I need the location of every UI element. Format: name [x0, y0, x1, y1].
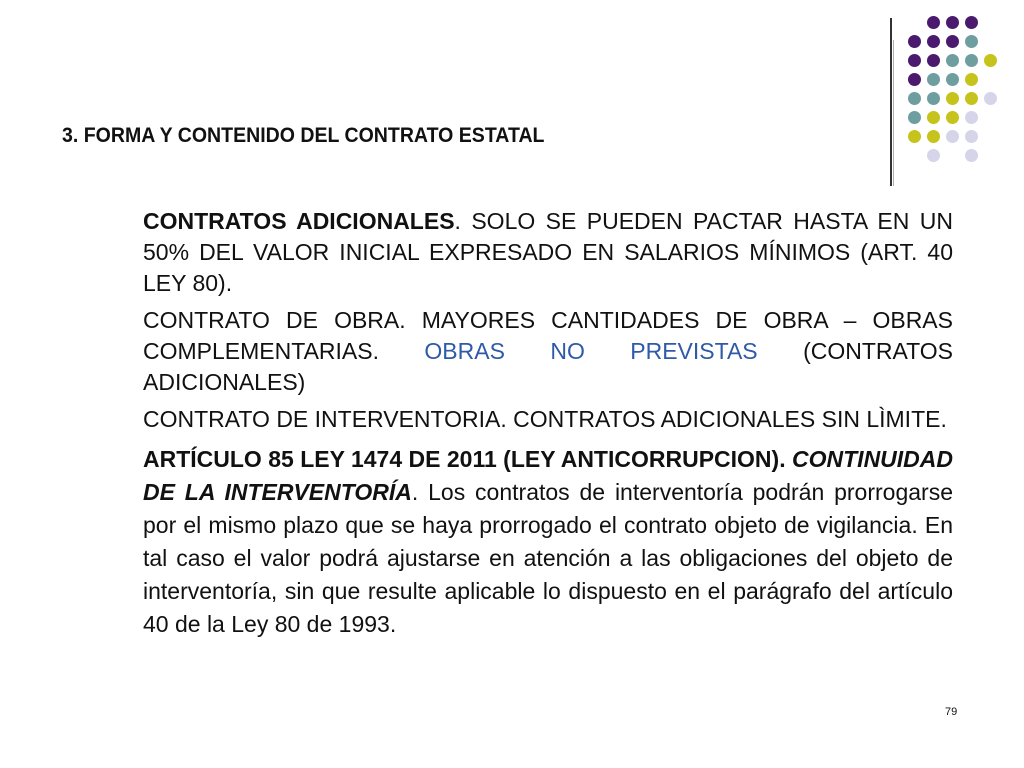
decorative-dot	[965, 16, 978, 29]
paragraph-text: CONTRATO DE OBRA. MAYORES CANTIDADES DE OBRA – OBRAS COMPLEMENTARIAS.	[143, 307, 953, 364]
decorative-dot	[946, 73, 959, 86]
page-number: 79	[945, 706, 958, 718]
decorative-dot	[946, 54, 959, 67]
paragraph-articulo-85	[143, 443, 953, 641]
decorative-dot	[965, 111, 978, 124]
paragraph-text: CONTRATO DE INTERVENTORIA. CONTRATOS ADICIONALES SIN LÌMITE.	[143, 406, 947, 432]
decorative-dot	[965, 73, 978, 86]
decorative-dot	[965, 92, 978, 105]
decorative-dot	[946, 111, 959, 124]
paragraph-bold-lead: ARTÍCULO 85 LEY 1474 DE 2011 (LEY ANTICORRUPCION).	[143, 446, 786, 472]
paragraph-text: . Los contratos de interventoría podrán prorrogarse por el mismo plazo que se haya prorrogado el contrato objeto de vigilancia. En tal caso el valor podrá ajustarse en atención a las obligaciones del objeto de interventoría, sin que resulte aplicable lo dispuesto en el parágrafo del artículo 40 de la Ley 80 de 1993.	[143, 479, 953, 637]
paragraph-contrato-obra	[143, 305, 953, 398]
decorative-dot	[908, 130, 921, 143]
decorative-dot	[946, 35, 959, 48]
decorative-dot-grid	[900, 12, 1010, 162]
paragraph-bold-italic: CONTINUIDAD DE LA INTERVENTORÍA	[143, 446, 954, 505]
paragraph-bold-lead: CONTRATOS ADICIONALES	[143, 208, 455, 234]
decorative-dot	[908, 35, 921, 48]
decorative-dot	[984, 54, 997, 67]
decorative-dot	[946, 130, 959, 143]
divider-line-shadow	[893, 40, 894, 186]
decorative-dot	[946, 16, 959, 29]
decorative-dot	[908, 92, 921, 105]
decorative-dot	[927, 92, 940, 105]
decorative-dot	[927, 111, 940, 124]
decorative-dot	[965, 130, 978, 143]
decorative-dot	[927, 149, 940, 162]
decorative-dot	[965, 35, 978, 48]
divider-line	[890, 18, 892, 186]
paragraph-text: (CONTRATOS ADICIONALES)	[143, 338, 953, 395]
decorative-dot	[965, 54, 978, 67]
decorative-dot	[927, 16, 940, 29]
decorative-dot	[927, 35, 940, 48]
decorative-dot	[908, 111, 921, 124]
slide-title: 3. FORMA Y CONTENIDO DEL CONTRATO ESTATAL	[62, 124, 545, 147]
decorative-dot	[927, 73, 940, 86]
decorative-dot	[984, 92, 997, 105]
paragraph-text: . SOLO SE PUEDEN PACTAR HASTA EN UN 50% DEL VALOR INICIAL EXPRESADO EN SALARIOS MÍNIMOS (ART. 40 LEY 80).	[143, 208, 953, 296]
decorative-dot	[927, 54, 940, 67]
highlight-obras-no-previstas: OBRAS NO PREVISTAS	[424, 338, 758, 364]
decorative-dot	[908, 73, 921, 86]
decorative-dot	[927, 130, 940, 143]
paragraph-contrato-interventoria	[143, 404, 953, 435]
decorative-dot	[965, 149, 978, 162]
paragraph-contratos-adicionales	[143, 206, 953, 299]
decorative-dot	[908, 54, 921, 67]
slide-body	[143, 206, 953, 647]
decorative-dot	[946, 92, 959, 105]
